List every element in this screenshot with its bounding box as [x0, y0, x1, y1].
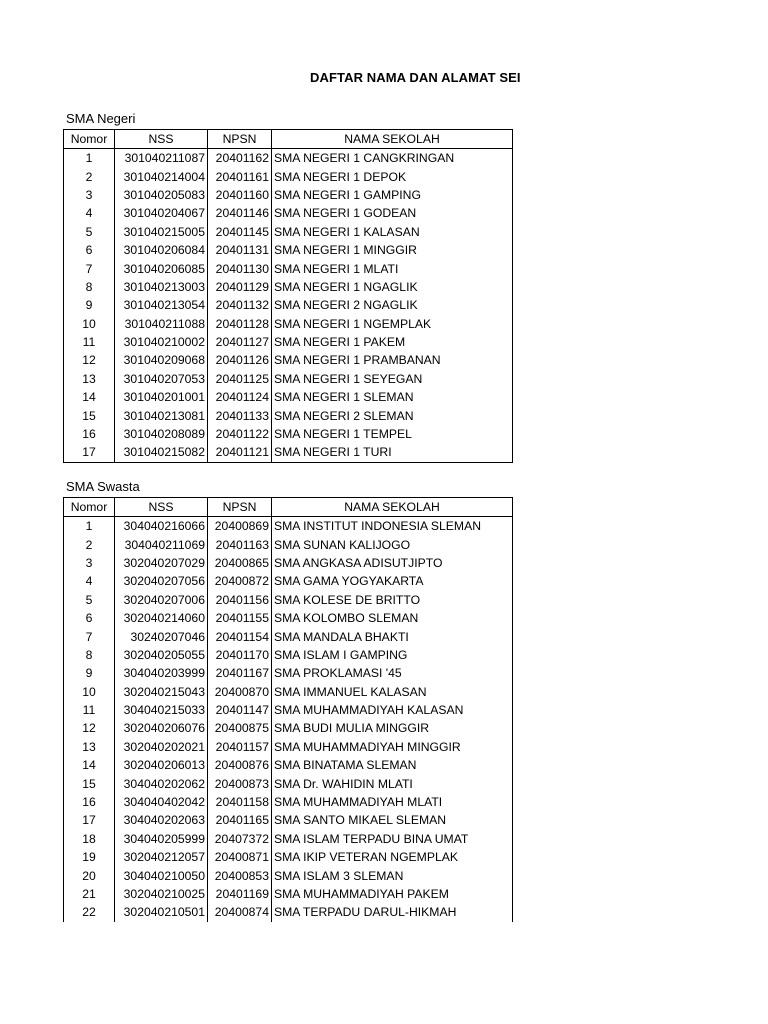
table-row: [64, 388, 513, 406]
cell-nss: 304040210050: [115, 866, 208, 884]
table-row: [64, 223, 513, 241]
cell-nss: 30240207046: [115, 627, 208, 645]
cell-nama-sekolah: SMA ISLAM TERPADU BINA UMAT: [272, 830, 513, 848]
cell-npsn: 20401121: [208, 443, 272, 462]
cell-npsn: 20401170: [208, 646, 272, 664]
cell-nomor: 22: [64, 903, 115, 921]
cell-nss: 302040206013: [115, 756, 208, 774]
cell-nomor: 9: [64, 296, 115, 314]
cell-npsn: 20400869: [208, 517, 272, 536]
cell-nama-sekolah: SMA KOLESE DE BRITTO: [272, 591, 513, 609]
table-row: [64, 315, 513, 333]
cell-npsn: 20401157: [208, 738, 272, 756]
table-row: [64, 535, 513, 553]
cell-nama-sekolah: SMA NEGERI 2 SLEMAN: [272, 406, 513, 424]
cell-nomor: 7: [64, 259, 115, 277]
cell-npsn: 20401155: [208, 609, 272, 627]
cell-npsn: 20401133: [208, 406, 272, 424]
cell-nss: 301040204067: [115, 204, 208, 222]
cell-nss: 301040213003: [115, 278, 208, 296]
table-row: [64, 296, 513, 314]
cell-nama-sekolah: SMA NEGERI 1 GAMPING: [272, 186, 513, 204]
cell-nomor: 12: [64, 351, 115, 369]
cell-nama-sekolah: SMA NEGERI 1 PAKEM: [272, 333, 513, 351]
cell-nss: 301040206084: [115, 241, 208, 259]
cell-npsn: 20401169: [208, 885, 272, 903]
cell-nama-sekolah: SMA NEGERI 1 MINGGIR: [272, 241, 513, 259]
cell-nss: 301040201001: [115, 388, 208, 406]
cell-nss: 304040203999: [115, 664, 208, 682]
cell-nama-sekolah: SMA Dr. WAHIDIN MLATI: [272, 774, 513, 792]
table-row: [64, 774, 513, 792]
cell-nomor: 18: [64, 830, 115, 848]
cell-nama-sekolah: SMA ISLAM 3 SLEMAN: [272, 866, 513, 884]
cell-npsn: 20400873: [208, 774, 272, 792]
cell-nama-sekolah: SMA NEGERI 1 GODEAN: [272, 204, 513, 222]
cell-nomor: 11: [64, 701, 115, 719]
cell-npsn: 20401162: [208, 149, 272, 168]
cell-npsn: 20401127: [208, 333, 272, 351]
table-row: [64, 259, 513, 277]
header-nss: NSS: [115, 130, 208, 149]
table-row: [64, 701, 513, 719]
cell-npsn: 20401124: [208, 388, 272, 406]
cell-nomor: 12: [64, 719, 115, 737]
cell-nama-sekolah: SMA MUHAMMADIYAH PAKEM: [272, 885, 513, 903]
cell-nama-sekolah: SMA NEGERI 1 NGAGLIK: [272, 278, 513, 296]
table-row: [64, 204, 513, 222]
cell-nomor: 14: [64, 756, 115, 774]
cell-nama-sekolah: SMA PROKLAMASI '45: [272, 664, 513, 682]
header-nss: NSS: [115, 498, 208, 517]
cell-nomor: 6: [64, 609, 115, 627]
cell-nss: 301040213081: [115, 406, 208, 424]
table-row: [64, 609, 513, 627]
cell-nomor: 15: [64, 774, 115, 792]
header-npsn: NPSN: [208, 498, 272, 517]
cell-npsn: 20401128: [208, 315, 272, 333]
cell-nama-sekolah: SMA MUHAMMADIYAH MINGGIR: [272, 738, 513, 756]
cell-nss: 302040210501: [115, 903, 208, 921]
cell-nomor: 6: [64, 241, 115, 259]
cell-nomor: 14: [64, 388, 115, 406]
cell-nomor: 13: [64, 738, 115, 756]
table-row: [64, 811, 513, 829]
cell-nss: 301040208089: [115, 425, 208, 443]
cell-npsn: 20401131: [208, 241, 272, 259]
table-row: [64, 903, 513, 921]
cell-npsn: 20401126: [208, 351, 272, 369]
cell-nama-sekolah: SMA NEGERI 1 CANGKRINGAN: [272, 149, 513, 168]
table-row: [64, 186, 513, 204]
cell-nss: 302040207056: [115, 572, 208, 590]
cell-nss: 302040206076: [115, 719, 208, 737]
cell-npsn: 20400853: [208, 866, 272, 884]
cell-nama-sekolah: SMA NEGERI 1 PRAMBANAN: [272, 351, 513, 369]
table-row: [64, 756, 513, 774]
cell-nss: 304040205999: [115, 830, 208, 848]
cell-npsn: 20401160: [208, 186, 272, 204]
cell-nomor: 10: [64, 315, 115, 333]
cell-npsn: 20401147: [208, 701, 272, 719]
cell-nomor: 10: [64, 683, 115, 701]
cell-nss: 301040215005: [115, 223, 208, 241]
cell-npsn: 20401161: [208, 167, 272, 185]
cell-nama-sekolah: SMA MUHAMMADIYAH MLATI: [272, 793, 513, 811]
cell-nomor: 7: [64, 627, 115, 645]
cell-nomor: 3: [64, 186, 115, 204]
table-row: [64, 554, 513, 572]
cell-npsn: 20400874: [208, 903, 272, 921]
cell-nama-sekolah: SMA MUHAMMADIYAH KALASAN: [272, 701, 513, 719]
cell-nss: 301040206085: [115, 259, 208, 277]
cell-nama-sekolah: SMA NEGERI 1 KALASAN: [272, 223, 513, 241]
cell-nama-sekolah: SMA NEGERI 1 SLEMAN: [272, 388, 513, 406]
cell-nomor: 2: [64, 167, 115, 185]
cell-nss: 304040202062: [115, 774, 208, 792]
cell-nomor: 3: [64, 554, 115, 572]
cell-nss: 301040213054: [115, 296, 208, 314]
cell-nama-sekolah: SMA NEGERI 1 SEYEGAN: [272, 370, 513, 388]
cell-npsn: 20401122: [208, 425, 272, 443]
cell-nomor: 2: [64, 535, 115, 553]
cell-nama-sekolah: SMA NEGERI 1 NGEMPLAK: [272, 315, 513, 333]
cell-nomor: 13: [64, 370, 115, 388]
cell-nss: 302040210025: [115, 885, 208, 903]
table-row: [64, 278, 513, 296]
cell-nss: 302040212057: [115, 848, 208, 866]
cell-nama-sekolah: SMA BUDI MULIA MINGGIR: [272, 719, 513, 737]
cell-nama-sekolah: SMA GAMA YOGYAKARTA: [272, 572, 513, 590]
cell-nama-sekolah: SMA NEGERI 1 DEPOK: [272, 167, 513, 185]
table-row: [64, 333, 513, 351]
header-nama-sekolah: NAMA SEKOLAH: [272, 498, 513, 517]
table-row: [64, 149, 513, 168]
table-row: [64, 830, 513, 848]
table-row: [64, 406, 513, 424]
cell-nama-sekolah: SMA SANTO MIKAEL SLEMAN: [272, 811, 513, 829]
cell-nomor: 16: [64, 793, 115, 811]
cell-nama-sekolah: SMA BINATAMA SLEMAN: [272, 756, 513, 774]
table-header-row: [64, 498, 513, 517]
cell-npsn: 20401132: [208, 296, 272, 314]
table-row: [64, 885, 513, 903]
cell-nama-sekolah: SMA IKIP VETERAN NGEMPLAK: [272, 848, 513, 866]
cell-nomor: 5: [64, 223, 115, 241]
header-npsn: NPSN: [208, 130, 272, 149]
cell-npsn: 20400865: [208, 554, 272, 572]
cell-nss: 301040209068: [115, 351, 208, 369]
cell-nss: 301040211087: [115, 149, 208, 168]
cell-npsn: 20400876: [208, 756, 272, 774]
cell-nss: 304040211069: [115, 535, 208, 553]
cell-nomor: 4: [64, 204, 115, 222]
cell-npsn: 20401163: [208, 535, 272, 553]
document-title: DAFTAR NAMA DAN ALAMAT SEI: [310, 70, 521, 85]
cell-nomor: 11: [64, 333, 115, 351]
table-row: [64, 848, 513, 866]
cell-nss: 301040207053: [115, 370, 208, 388]
cell-nama-sekolah: SMA ISLAM I GAMPING: [272, 646, 513, 664]
cell-npsn: 20400870: [208, 683, 272, 701]
cell-nss: 301040214004: [115, 167, 208, 185]
table-row: [64, 167, 513, 185]
cell-nama-sekolah: SMA INSTITUT INDONESIA SLEMAN: [272, 517, 513, 536]
cell-nss: 301040211088: [115, 315, 208, 333]
cell-nomor: 15: [64, 406, 115, 424]
cell-nomor: 4: [64, 572, 115, 590]
table-row: [64, 627, 513, 645]
cell-npsn: 20401125: [208, 370, 272, 388]
cell-nomor: 17: [64, 443, 115, 462]
cell-npsn: 20401145: [208, 223, 272, 241]
cell-nama-sekolah: SMA MANDALA BHAKTI: [272, 627, 513, 645]
cell-nss: 301040210002: [115, 333, 208, 351]
table-row: [64, 241, 513, 259]
table-row: [64, 351, 513, 369]
cell-nomor: 8: [64, 278, 115, 296]
table-row: [64, 738, 513, 756]
cell-npsn: 20401165: [208, 811, 272, 829]
table-row: [64, 646, 513, 664]
table-row: [64, 591, 513, 609]
table-row: [64, 443, 513, 462]
cell-npsn: 20400875: [208, 719, 272, 737]
cell-nama-sekolah: SMA TERPADU DARUL-HIKMAH: [272, 903, 513, 921]
cell-nomor: 21: [64, 885, 115, 903]
cell-nss: 302040205055: [115, 646, 208, 664]
cell-npsn: 20400871: [208, 848, 272, 866]
cell-nss: 301040205083: [115, 186, 208, 204]
cell-nss: 304040215033: [115, 701, 208, 719]
cell-nss: 302040202021: [115, 738, 208, 756]
cell-nss: 304040402042: [115, 793, 208, 811]
cell-nss: 301040215082: [115, 443, 208, 462]
cell-nomor: 20: [64, 866, 115, 884]
table-sma-negeri: [63, 129, 513, 463]
table-row: [64, 370, 513, 388]
cell-nomor: 9: [64, 664, 115, 682]
cell-nama-sekolah: SMA IMMANUEL KALASAN: [272, 683, 513, 701]
cell-nama-sekolah: SMA NEGERI 1 MLATI: [272, 259, 513, 277]
cell-npsn: 20407372: [208, 830, 272, 848]
cell-nomor: 17: [64, 811, 115, 829]
cell-nomor: 1: [64, 517, 115, 536]
table-header-row: [64, 130, 513, 149]
table-row: [64, 866, 513, 884]
table-row: [64, 793, 513, 811]
cell-nss: 304040202063: [115, 811, 208, 829]
section-label-swasta: SMA Swasta: [66, 479, 140, 494]
cell-npsn: 20400872: [208, 572, 272, 590]
cell-nomor: 5: [64, 591, 115, 609]
cell-npsn: 20401154: [208, 627, 272, 645]
cell-nomor: 1: [64, 149, 115, 168]
cell-nama-sekolah: SMA KOLOMBO SLEMAN: [272, 609, 513, 627]
cell-nama-sekolah: SMA NEGERI 2 NGAGLIK: [272, 296, 513, 314]
cell-npsn: 20401146: [208, 204, 272, 222]
table-row: [64, 664, 513, 682]
table-row: [64, 683, 513, 701]
section-label-negeri: SMA Negeri: [66, 111, 136, 126]
cell-nama-sekolah: SMA SUNAN KALIJOGO: [272, 535, 513, 553]
cell-nss: 302040215043: [115, 683, 208, 701]
header-nama-sekolah: NAMA SEKOLAH: [272, 130, 513, 149]
table-row: [64, 517, 513, 536]
cell-nama-sekolah: SMA NEGERI 1 TURI: [272, 443, 513, 462]
cell-nama-sekolah: SMA NEGERI 1 TEMPEL: [272, 425, 513, 443]
table-row: [64, 719, 513, 737]
cell-nama-sekolah: SMA ANGKASA ADISUTJIPTO: [272, 554, 513, 572]
cell-nss: 302040214060: [115, 609, 208, 627]
cell-npsn: 20401158: [208, 793, 272, 811]
table-row: [64, 572, 513, 590]
table-row: [64, 425, 513, 443]
cell-npsn: 20401156: [208, 591, 272, 609]
cell-nss: 302040207006: [115, 591, 208, 609]
cell-nss: 304040216066: [115, 517, 208, 536]
cell-npsn: 20401129: [208, 278, 272, 296]
cell-nomor: 8: [64, 646, 115, 664]
table-sma-swasta: [63, 497, 513, 922]
cell-npsn: 20401167: [208, 664, 272, 682]
cell-nomor: 19: [64, 848, 115, 866]
cell-nss: 302040207029: [115, 554, 208, 572]
header-nomor: Nomor: [64, 130, 115, 149]
cell-npsn: 20401130: [208, 259, 272, 277]
header-nomor: Nomor: [64, 498, 115, 517]
cell-nomor: 16: [64, 425, 115, 443]
